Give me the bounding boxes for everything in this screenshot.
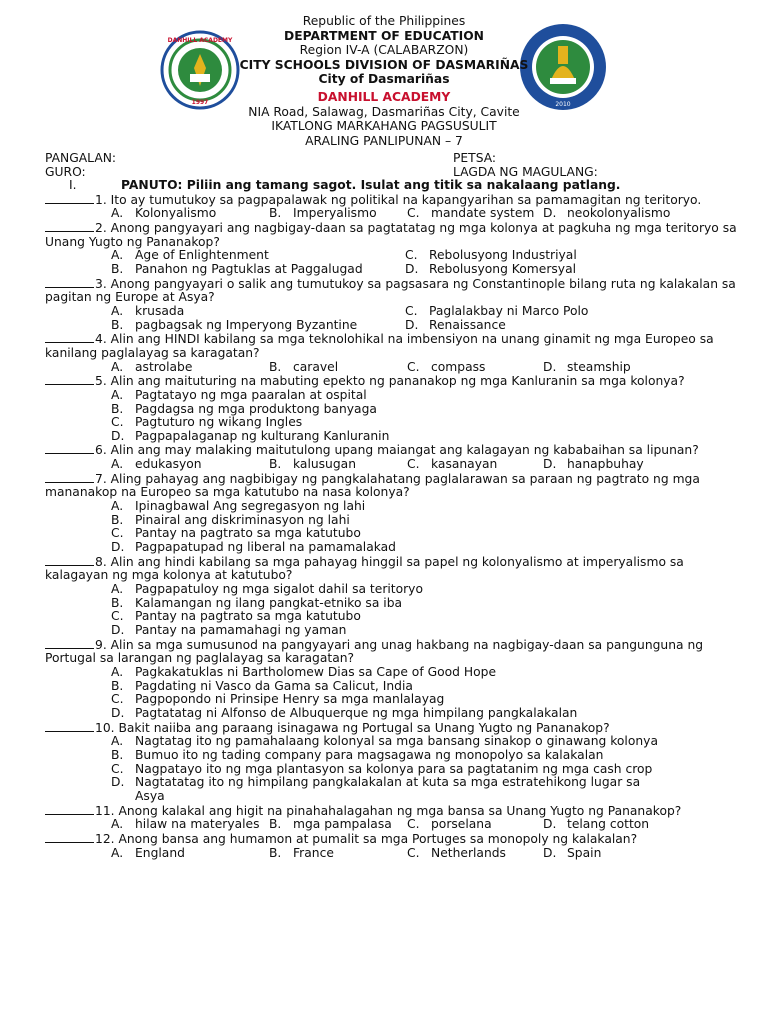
option-letter: B. xyxy=(111,595,124,610)
option-text: Nagtatatag ito ng himpilang pangkalakalan at kuta sa mga estratehikong lugar sa xyxy=(135,775,641,790)
option-text: Pagpapatupad ng liberal na pamamalakad xyxy=(135,540,396,555)
option-text: Bumuo ito ng tading company para magsagawa ng monopolyo sa kalakalan xyxy=(135,747,604,762)
option-letter: C. xyxy=(407,206,420,221)
option-text: England xyxy=(135,845,185,860)
option-letter: D. xyxy=(543,817,557,832)
option-letter: B. xyxy=(269,845,282,860)
question-10 xyxy=(45,721,745,804)
option-b xyxy=(111,680,745,694)
answer-blank[interactable] xyxy=(45,221,94,232)
option-b xyxy=(269,847,407,861)
options xyxy=(45,458,745,472)
question-stem: 1. Ito ay tumutukoy sa pagpapalawak ng politikal na kapangyarihan sa pamamagitan ng teritoryo. xyxy=(95,192,702,207)
subject-title: ARALING PANLIPUNAN – 7 xyxy=(305,133,463,148)
option-letter: C. xyxy=(405,303,418,318)
option-letter: A. xyxy=(111,248,124,263)
option-text: compass xyxy=(431,359,486,374)
option-letter: C. xyxy=(111,609,124,624)
option-c xyxy=(111,693,745,707)
instructions xyxy=(45,179,745,193)
option-text: Rebolusyong Industriyal xyxy=(429,248,577,263)
option-letter: D. xyxy=(543,845,557,860)
options xyxy=(45,818,745,832)
question-12 xyxy=(45,832,745,860)
instructions-text: PANUTO: Piliin ang tamang sagot. Isulat ang titik sa nakalaang patlang. xyxy=(121,178,621,192)
option-d xyxy=(111,624,745,638)
option-text: telang cotton xyxy=(567,817,650,832)
option-c xyxy=(407,818,543,832)
school-name: DANHILL ACADEMY xyxy=(317,89,451,104)
options xyxy=(45,847,745,861)
question-9 xyxy=(45,638,745,721)
option-c xyxy=(407,847,543,861)
option-text: Nagtatag ito ng pamahalaang kolonyal sa mga bansang sinakop o ginawang kolonya xyxy=(135,734,658,749)
section-numeral: I. xyxy=(69,178,77,192)
option-d xyxy=(543,458,743,472)
question-7 xyxy=(45,472,745,555)
option-a xyxy=(111,249,405,263)
question-text xyxy=(45,804,745,819)
option-letter: A. xyxy=(111,206,124,221)
question-text xyxy=(45,221,745,249)
option-letter: D. xyxy=(405,317,419,332)
question-8 xyxy=(45,555,745,638)
question-text xyxy=(45,638,745,666)
option-letter: B. xyxy=(111,678,124,693)
question-text xyxy=(45,332,745,360)
option-text: Age of Enlightenment xyxy=(135,248,269,263)
option-d xyxy=(405,319,735,333)
option-text: Pagtatatag ni Alfonso de Albuquerque ng mga himpilang pangkalakalan xyxy=(135,705,578,720)
option-letter: A. xyxy=(111,664,124,679)
option-text: Pantay na pamamahagi ng yaman xyxy=(135,623,347,637)
option-d xyxy=(543,207,743,221)
option-text: kalusugan xyxy=(293,457,356,472)
option-d xyxy=(405,263,735,277)
option-letter: B. xyxy=(269,359,282,374)
option-c xyxy=(405,249,735,263)
option-a xyxy=(111,818,269,832)
option-c xyxy=(407,207,543,221)
option-text: edukasyon xyxy=(135,457,202,472)
date-label: PETSA: xyxy=(453,151,497,165)
option-text: astrolabe xyxy=(135,359,193,374)
option-a xyxy=(111,583,745,597)
option-text: Paglalakbay ni Marco Polo xyxy=(429,303,589,318)
option-c xyxy=(111,416,745,430)
option-letter: C. xyxy=(407,457,420,472)
option-letter: D. xyxy=(111,540,125,555)
option-text: Pagkakatuklas ni Bartholomew Dias sa Cape of Good Hope xyxy=(135,664,497,679)
option-b xyxy=(269,818,407,832)
student-info xyxy=(45,152,735,179)
question-stem: 10. Bakit naiiba ang paraang isinagawa ng Portugal sa Unang Yugto ng Pananakop? xyxy=(95,720,610,735)
answer-blank[interactable] xyxy=(45,638,94,649)
option-text: hilaw na materyales xyxy=(135,817,260,832)
option-letter: D. xyxy=(543,206,557,221)
option-text: Ipinagbawal Ang segregasyon ng lahi xyxy=(135,499,366,514)
option-c xyxy=(405,305,735,319)
question-text xyxy=(45,374,745,389)
option-text: Nagpatayo ito ng mga plantasyon sa kolonya para sa pagtatanim ng mga cash crop xyxy=(135,761,653,776)
school-address: NIA Road, Salawag, Dasmariñas City, Cavite xyxy=(248,104,520,119)
option-letter: D. xyxy=(111,428,125,443)
question-text xyxy=(45,472,745,500)
option-letter: B. xyxy=(269,457,282,472)
option-letter: D. xyxy=(405,261,419,276)
option-text: Pinairal ang diskriminasyon ng lahi xyxy=(135,512,350,527)
option-a xyxy=(111,207,269,221)
option-letter: A. xyxy=(111,303,124,318)
option-letter: A. xyxy=(111,582,124,597)
options xyxy=(45,389,745,444)
option-text: France xyxy=(293,845,334,860)
answer-blank[interactable] xyxy=(45,277,94,288)
option-a xyxy=(111,500,745,514)
teacher-label: GURO: xyxy=(45,164,86,179)
option-letter: A. xyxy=(111,845,124,860)
svg-text:1997: 1997 xyxy=(191,99,209,106)
question-text xyxy=(45,277,745,305)
option-letter: B. xyxy=(111,261,124,276)
answer-blank[interactable] xyxy=(45,721,94,732)
option-text: kasanayan xyxy=(431,457,498,472)
option-d xyxy=(543,361,743,375)
department-line: DEPARTMENT OF EDUCATION xyxy=(284,28,484,43)
option-text: Pagtuturo ng wikang Ingles xyxy=(135,415,303,430)
options xyxy=(45,207,745,221)
test-section xyxy=(45,179,745,860)
option-text: Pagdating ni Vasco da Gama sa Calicut, India xyxy=(135,678,413,693)
option-b xyxy=(111,749,745,763)
question-1 xyxy=(45,193,745,221)
option-letter: D. xyxy=(543,359,557,374)
option-text: Pagpapatuloy ng mga sigalot dahil sa teritoryo xyxy=(135,582,423,597)
question-stem: 2. Anong pangyayari ang nagbigay-daan sa pagtatatag ng mga kolonya at pagkuha ng mga teritoryo sa Unang Yugto ng Pananakop? xyxy=(45,220,737,249)
option-letter: C. xyxy=(111,761,124,776)
question-4 xyxy=(45,332,745,374)
options xyxy=(45,305,745,332)
option-letter: D. xyxy=(111,623,125,637)
option-a xyxy=(111,666,745,680)
question-text xyxy=(45,832,745,847)
question-2 xyxy=(45,221,745,277)
option-text: pagbagsak ng Imperyong Byzantine xyxy=(135,317,358,332)
options xyxy=(45,361,745,375)
parent-signature-label: LAGDA NG MAGULANG: xyxy=(453,164,598,179)
question-stem: 11. Anong kalakal ang higit na pinahahalagahan ng mga bansa sa Unang Yugto ng Pananakop? xyxy=(95,803,682,818)
option-b xyxy=(269,207,407,221)
option-text: Imperyalismo xyxy=(293,206,377,221)
option-b xyxy=(269,458,407,472)
option-c xyxy=(111,763,745,777)
option-letter: C. xyxy=(407,817,420,832)
option-letter: B. xyxy=(111,401,124,416)
option-a xyxy=(111,361,269,375)
option-letter: D. xyxy=(111,775,125,790)
options xyxy=(45,735,745,790)
option-b xyxy=(111,403,745,417)
question-stem: 3. Anong pangyayari o salik ang tumutukoy sa pagsasara ng Constantinople bilang ruta ng kalakalan sa pagitan ng Europe at Asya? xyxy=(45,276,736,305)
option-letter: B. xyxy=(269,817,282,832)
answer-blank[interactable] xyxy=(45,443,94,454)
option-d xyxy=(111,541,745,555)
option-text: krusada xyxy=(135,303,185,318)
option-text: Renaissance xyxy=(429,317,506,332)
option-text: steamship xyxy=(567,359,631,374)
option-text: mga pampalasa xyxy=(293,817,392,832)
option-b xyxy=(111,263,405,277)
option-b xyxy=(111,319,405,333)
option-letter: C. xyxy=(111,415,124,430)
option-b xyxy=(111,514,745,528)
option-text: Kalamangan ng ilang pangkat-etniko sa iba xyxy=(135,595,403,610)
answer-blank[interactable] xyxy=(45,374,94,385)
question-text xyxy=(45,555,745,583)
exam-title: IKATLONG MARKAHANG PAGSUSULIT xyxy=(271,119,497,134)
option-text: Rebolusyong Komersyal xyxy=(429,261,577,276)
option-text: Pagpapalaganap ng kulturang Kanluranin xyxy=(135,428,390,443)
option-d xyxy=(111,707,745,721)
option-text: caravel xyxy=(293,359,339,374)
option-letter: A. xyxy=(111,817,124,832)
option-a xyxy=(111,847,269,861)
option-text: neokolonyalismo xyxy=(567,206,671,221)
question-text xyxy=(45,721,745,736)
option-text: Spain xyxy=(567,845,602,860)
option-text: Pagtatayo ng mga paaralan at ospital xyxy=(135,387,367,402)
question-6 xyxy=(45,443,745,471)
option-a xyxy=(111,389,745,403)
question-11 xyxy=(45,804,745,832)
option-c xyxy=(111,610,745,624)
answer-blank[interactable] xyxy=(45,832,94,843)
option-text: hanapbuhay xyxy=(567,457,644,472)
option-text: Kolonyalismo xyxy=(135,206,217,221)
answer-blank[interactable] xyxy=(45,804,94,815)
option-text: Pantay na pagtrato sa mga katutubo xyxy=(135,609,361,624)
option-a xyxy=(111,305,405,319)
name-label: PANGALAN: xyxy=(45,151,117,165)
option-d xyxy=(543,818,743,832)
option-letter: D. xyxy=(111,705,125,720)
option-d xyxy=(543,847,743,861)
question-stem: 12. Anong bansa ang humamon at pumalit sa mga Portuges sa monopoly ng kalakalan? xyxy=(95,831,638,846)
option-letter: A. xyxy=(111,734,124,749)
option-letter: C. xyxy=(111,526,124,541)
question-text xyxy=(45,193,745,208)
option-letter: A. xyxy=(111,457,124,472)
option-text: Netherlands xyxy=(431,845,506,860)
question-3 xyxy=(45,277,745,333)
option-d xyxy=(111,430,745,444)
question-stem: 8. Alin ang hindi kabilang sa mga pahayag hinggil sa papel ng kolonyalismo at imperyalismo sa kalagayan ng mga kolonya at katutubo? xyxy=(45,554,684,583)
question-stem: 7. Aling pahayag ang nagbibigay ng pangkalahatang paglalarawan sa paraan ng pagtrato ng mga mananakop na Europeo sa mga katutubo na nasa kolonya? xyxy=(45,471,700,500)
option-letter: C. xyxy=(407,845,420,860)
question-stem: 5. Alin ang maituturing na mabuting epekto ng pananakop ng mga Kanluranin sa mga kolonya? xyxy=(95,374,685,389)
option-a xyxy=(111,458,269,472)
option-text: Pagpopondo ni Prinsipe Henry sa mga manlalayag xyxy=(135,692,445,707)
option-text: Pagdagsa ng mga produktong banyaga xyxy=(135,401,377,416)
answer-blank[interactable] xyxy=(45,193,94,204)
option-c xyxy=(407,361,543,375)
svg-text:2010: 2010 xyxy=(555,101,571,108)
division-line: CITY SCHOOLS DIVISION OF DASMARIÑAS xyxy=(239,57,529,72)
option-letter: B. xyxy=(269,206,282,221)
option-letter: C. xyxy=(111,692,124,707)
question-stem: 9. Alin sa mga sumusunod na pangyayari ang unag hakbang na nagbigay-daan sa pangunguna ng Portugal sa larangan ng paglalayag sa karagatan? xyxy=(45,637,704,666)
option-c xyxy=(407,458,543,472)
answer-blank[interactable] xyxy=(45,555,94,566)
option-text: Panahon ng Pagtuklas at Paggalugad xyxy=(135,261,363,276)
option-b xyxy=(111,597,745,611)
question-text xyxy=(45,443,745,458)
republic-line: Republic of the Philippines xyxy=(302,14,466,28)
answer-blank[interactable] xyxy=(45,332,94,343)
option-text: porselana xyxy=(431,817,492,832)
option-letter: A. xyxy=(111,359,124,374)
option-letter: C. xyxy=(407,359,420,374)
options xyxy=(45,249,745,276)
city-line: City of Dasmariñas xyxy=(318,72,450,87)
options xyxy=(45,583,745,638)
question-stem: 4. Alin ang HINDI kabilang sa mga teknolohikal na imbensiyon na unang ginamit ng mga Europeo sa kanilang paglalayag sa karagatan? xyxy=(45,332,714,360)
option-a xyxy=(111,735,745,749)
option-letter: B. xyxy=(111,317,124,332)
option-b xyxy=(269,361,407,375)
question-5 xyxy=(45,374,745,443)
option-continuation: Asya xyxy=(135,788,165,803)
option-text: Pantay na pagtrato sa mga katutubo xyxy=(135,526,361,541)
option-letter: B. xyxy=(111,747,124,762)
region-line: Region IV-A (CALABARZON) xyxy=(299,43,469,58)
option-d xyxy=(111,776,745,790)
options xyxy=(45,500,745,555)
option-letter: A. xyxy=(111,499,124,514)
option-letter: B. xyxy=(111,512,124,527)
question-stem: 6. Alin ang may malaking maitutulong upang maiangat ang kalagayan ng kababaihan sa lipunan? xyxy=(95,443,699,458)
option-text: mandate system xyxy=(431,206,535,221)
option-letter: C. xyxy=(405,248,418,263)
document-header xyxy=(0,14,768,148)
option-letter: A. xyxy=(111,387,124,402)
svg-text:DANHILL ACADEMY: DANHILL ACADEMY xyxy=(167,37,233,44)
option-c xyxy=(111,527,745,541)
answer-blank[interactable] xyxy=(45,472,94,483)
option-letter: D. xyxy=(543,457,557,472)
options xyxy=(45,666,745,721)
question-list xyxy=(45,193,745,861)
